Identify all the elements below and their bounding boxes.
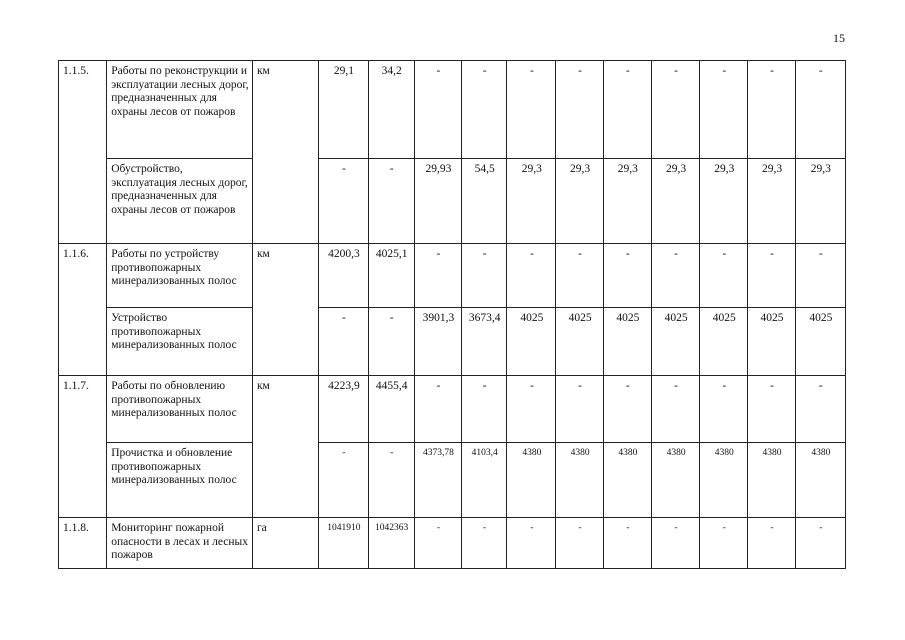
value-cell: -: [603, 518, 651, 569]
table-row: [59, 308, 846, 376]
activity-name: Мониторинг пожарной опасности в лесах и лесных пожаров: [107, 518, 253, 569]
value-cell: -: [651, 376, 699, 443]
activity-name: Прочистка и обновление противопожарных минерализованных полос: [107, 443, 253, 518]
value-cell: 29,3: [507, 159, 556, 244]
value-cell: -: [507, 376, 556, 443]
value-cell: -: [556, 518, 603, 569]
value-cell: 29,3: [748, 159, 795, 244]
value-cell: 34,2: [368, 61, 414, 159]
value-cell: -: [651, 244, 699, 308]
value-cell: 4025: [651, 308, 699, 376]
activity-name: Работы по обновлению противопожарных минерализованных полос: [107, 376, 253, 443]
activity-name: Работы по устройству противопожарных минерализованных полос: [107, 244, 253, 308]
value-cell: -: [368, 159, 414, 244]
item-number: 1.1.8.: [59, 518, 107, 569]
value-cell: 4025: [795, 308, 845, 376]
value-cell: -: [700, 244, 748, 308]
item-number: 1.1.7.: [59, 376, 107, 518]
value-cell: 1041910: [319, 518, 368, 569]
value-cell: 4200,3: [319, 244, 368, 308]
page-number: 15: [833, 31, 845, 45]
activity-name: Устройство противопожарных минерализованных полос: [107, 308, 253, 376]
value-cell: 4025: [603, 308, 651, 376]
item-number: 1.1.5.: [59, 61, 107, 244]
value-cell: 4380: [795, 443, 845, 518]
value-cell: 29,3: [795, 159, 845, 244]
value-cell: -: [603, 244, 651, 308]
item-number: 1.1.6.: [59, 244, 107, 376]
value-cell: 29,3: [556, 159, 603, 244]
value-cell: 54,5: [462, 159, 507, 244]
value-cell: -: [603, 61, 651, 159]
value-cell: -: [700, 518, 748, 569]
value-cell: 4223,9: [319, 376, 368, 443]
value-cell: 29,3: [700, 159, 748, 244]
value-cell: -: [795, 244, 845, 308]
value-cell: -: [748, 61, 795, 159]
value-cell: -: [556, 61, 603, 159]
value-cell: 3901,3: [414, 308, 461, 376]
value-cell: -: [700, 61, 748, 159]
unit-of-measure: км: [252, 61, 318, 244]
value-cell: -: [462, 244, 507, 308]
table-row: [59, 159, 846, 244]
value-cell: 29,1: [319, 61, 368, 159]
unit-of-measure: км: [252, 244, 318, 376]
value-cell: -: [795, 61, 845, 159]
value-cell: 29,3: [603, 159, 651, 244]
table-row: [59, 376, 846, 443]
table-row: [59, 61, 846, 159]
value-cell: 4025: [556, 308, 603, 376]
value-cell: -: [556, 376, 603, 443]
value-cell: 4025,1: [368, 244, 414, 308]
value-cell: -: [414, 61, 461, 159]
value-cell: -: [462, 61, 507, 159]
value-cell: -: [748, 244, 795, 308]
activity-name: Обустройство, эксплуатация лесных дорог, предназначенных для охраны лесов от пожаров: [107, 159, 253, 244]
value-cell: 4103,4: [462, 443, 507, 518]
table-row: [59, 518, 846, 569]
value-cell: 29,3: [651, 159, 699, 244]
data-table: [58, 60, 846, 569]
value-cell: -: [462, 376, 507, 443]
unit-of-measure: га: [252, 518, 318, 569]
value-cell: -: [368, 443, 414, 518]
value-cell: 4380: [700, 443, 748, 518]
value-cell: -: [603, 376, 651, 443]
value-cell: 4455,4: [368, 376, 414, 443]
value-cell: 3673,4: [462, 308, 507, 376]
value-cell: 4025: [748, 308, 795, 376]
value-cell: -: [507, 244, 556, 308]
value-cell: -: [507, 518, 556, 569]
value-cell: 4380: [651, 443, 699, 518]
value-cell: 1042363: [368, 518, 414, 569]
value-cell: -: [414, 518, 461, 569]
value-cell: -: [319, 159, 368, 244]
value-cell: 4380: [748, 443, 795, 518]
value-cell: -: [462, 518, 507, 569]
value-cell: -: [507, 61, 556, 159]
value-cell: -: [319, 308, 368, 376]
value-cell: 29,93: [414, 159, 461, 244]
value-cell: -: [700, 376, 748, 443]
value-cell: -: [748, 376, 795, 443]
table-row: [59, 443, 846, 518]
unit-of-measure: км: [252, 376, 318, 518]
value-cell: 4025: [700, 308, 748, 376]
value-cell: -: [319, 443, 368, 518]
value-cell: -: [414, 244, 461, 308]
table-row: [59, 244, 846, 308]
value-cell: 4380: [603, 443, 651, 518]
value-cell: 4373,78: [414, 443, 461, 518]
value-cell: 4380: [507, 443, 556, 518]
value-cell: -: [368, 308, 414, 376]
value-cell: 4380: [556, 443, 603, 518]
value-cell: -: [651, 518, 699, 569]
value-cell: -: [748, 518, 795, 569]
value-cell: -: [556, 244, 603, 308]
value-cell: 4025: [507, 308, 556, 376]
value-cell: -: [651, 61, 699, 159]
activity-name: Работы по реконструкции и эксплуатации лесных дорог, предназначенных для охраны лесов от пожаров: [107, 61, 253, 159]
value-cell: -: [795, 376, 845, 443]
value-cell: -: [414, 376, 461, 443]
value-cell: -: [795, 518, 845, 569]
